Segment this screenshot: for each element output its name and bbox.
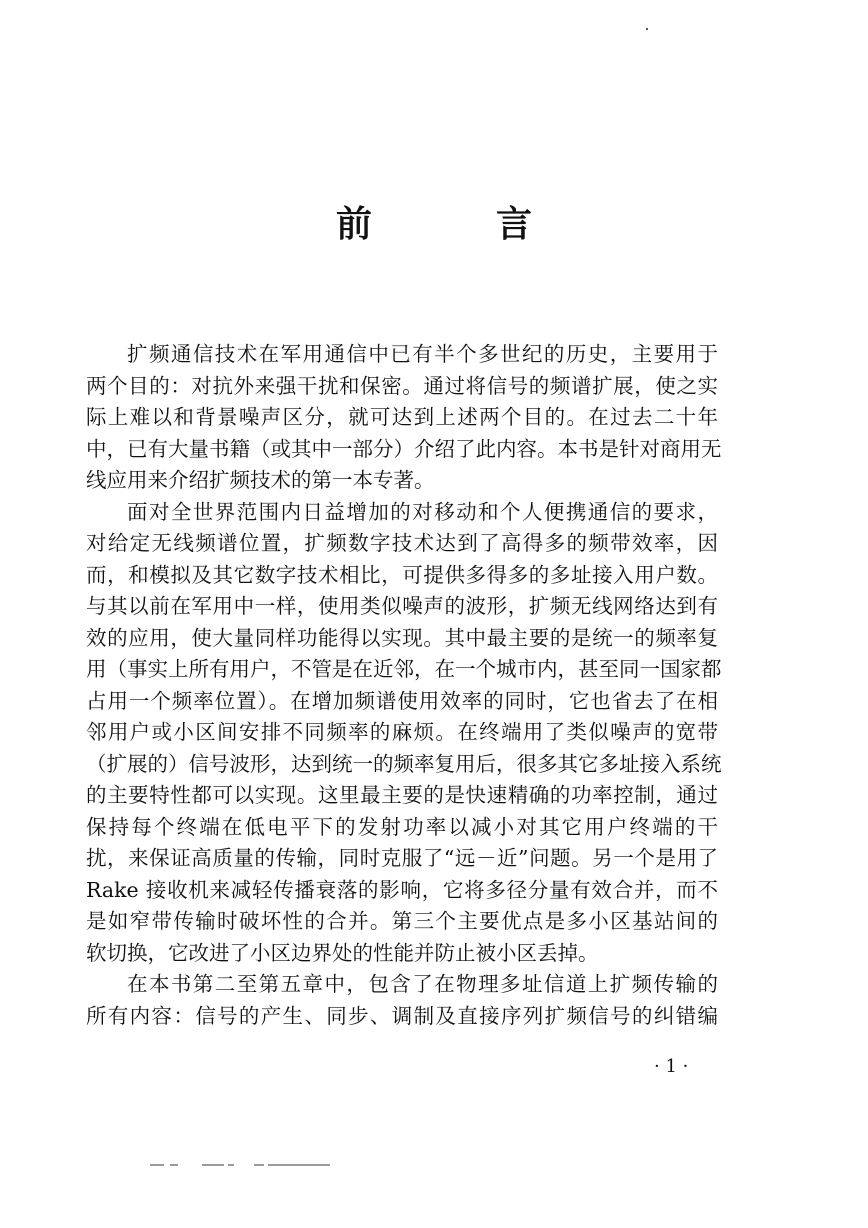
text-line: 线应用来介绍扩频技术的第一本专著。	[86, 468, 435, 492]
scan-speck	[646, 28, 648, 30]
text-line: 而，和模拟及其它数字技术相比，可提供多得多的多址接入用户数。	[86, 562, 718, 587]
page-number: · 1 ·	[654, 1056, 689, 1077]
text-line: （扩展的）信号波形，达到统一的频率复用后，很多其它多址接入系统	[86, 751, 722, 776]
body-text	[86, 339, 722, 1032]
text-line: 是如窄带传输时破坏性的合并。第三个主要优点是多小区基站间的	[86, 909, 718, 933]
text-line: 邻用户或小区间安排不同频率的麻烦。在终端用了类似噪声的宽带	[86, 720, 718, 744]
text-line: Rake 接收机来减轻传播衰落的影响，它将多径分量有效合并，而不	[86, 877, 718, 902]
text-line: 软切换，它改进了小区边界处的性能并防止被小区丢掉。	[86, 940, 599, 965]
text-line: 占用一个频率位置）。在增加频谱使用效率的同时，它也省去了在相	[86, 688, 718, 713]
text-line: 与其以前在军用中一样，使用类似噪声的波形，扩频无线网络达到有	[86, 594, 718, 618]
text-line: 效的应用，使大量同样功能得以实现。其中最主要的是统一的频率复	[86, 625, 718, 650]
text-line: 际上难以和背景噪声区分，就可达到上述两个目的。在过去二十年	[86, 405, 718, 429]
text-line: 对给定无线频谱位置，扩频数字技术达到了高得多的频带效率，因	[86, 531, 718, 555]
text-line: 扰，来保证高质量的传输，同时克服了“远－近”问题。另一个是用了	[86, 846, 718, 870]
text-line: 的主要特性都可以实现。这里最主要的是快速精确的功率控制，通过	[86, 783, 718, 807]
page-title: 前 言	[335, 203, 576, 245]
text-line: 扩频通信技术在军用通信中已有半个多世纪的历史，主要用于	[127, 342, 718, 366]
text-line: 保持每个终端在低电平下的发射功率以减小对其它用户终端的干	[86, 814, 718, 839]
text-line: 两个目的：对抗外来强干扰和保密。通过将信号的频谱扩展，使之实	[86, 373, 718, 398]
text-line: 在本书第二至第五章中，包含了在物理多址信道上扩频传输的	[127, 972, 718, 996]
text-line: 所有内容：信号的产生、同步、调制及直接序列扩频信号的纠错编	[86, 1003, 718, 1028]
text-line: 用（事实上所有用户，不管是在近邻，在一个城市内，甚至同一国家都	[86, 657, 722, 681]
text-line: 面对全世界范围内日益增加的对移动和个人便携通信的要求，	[127, 499, 718, 524]
scan-artifact	[150, 1162, 340, 1168]
text-line: 中，已有大量书籍（或其中一部分）介绍了此内容。本书是针对商用无	[86, 436, 722, 461]
